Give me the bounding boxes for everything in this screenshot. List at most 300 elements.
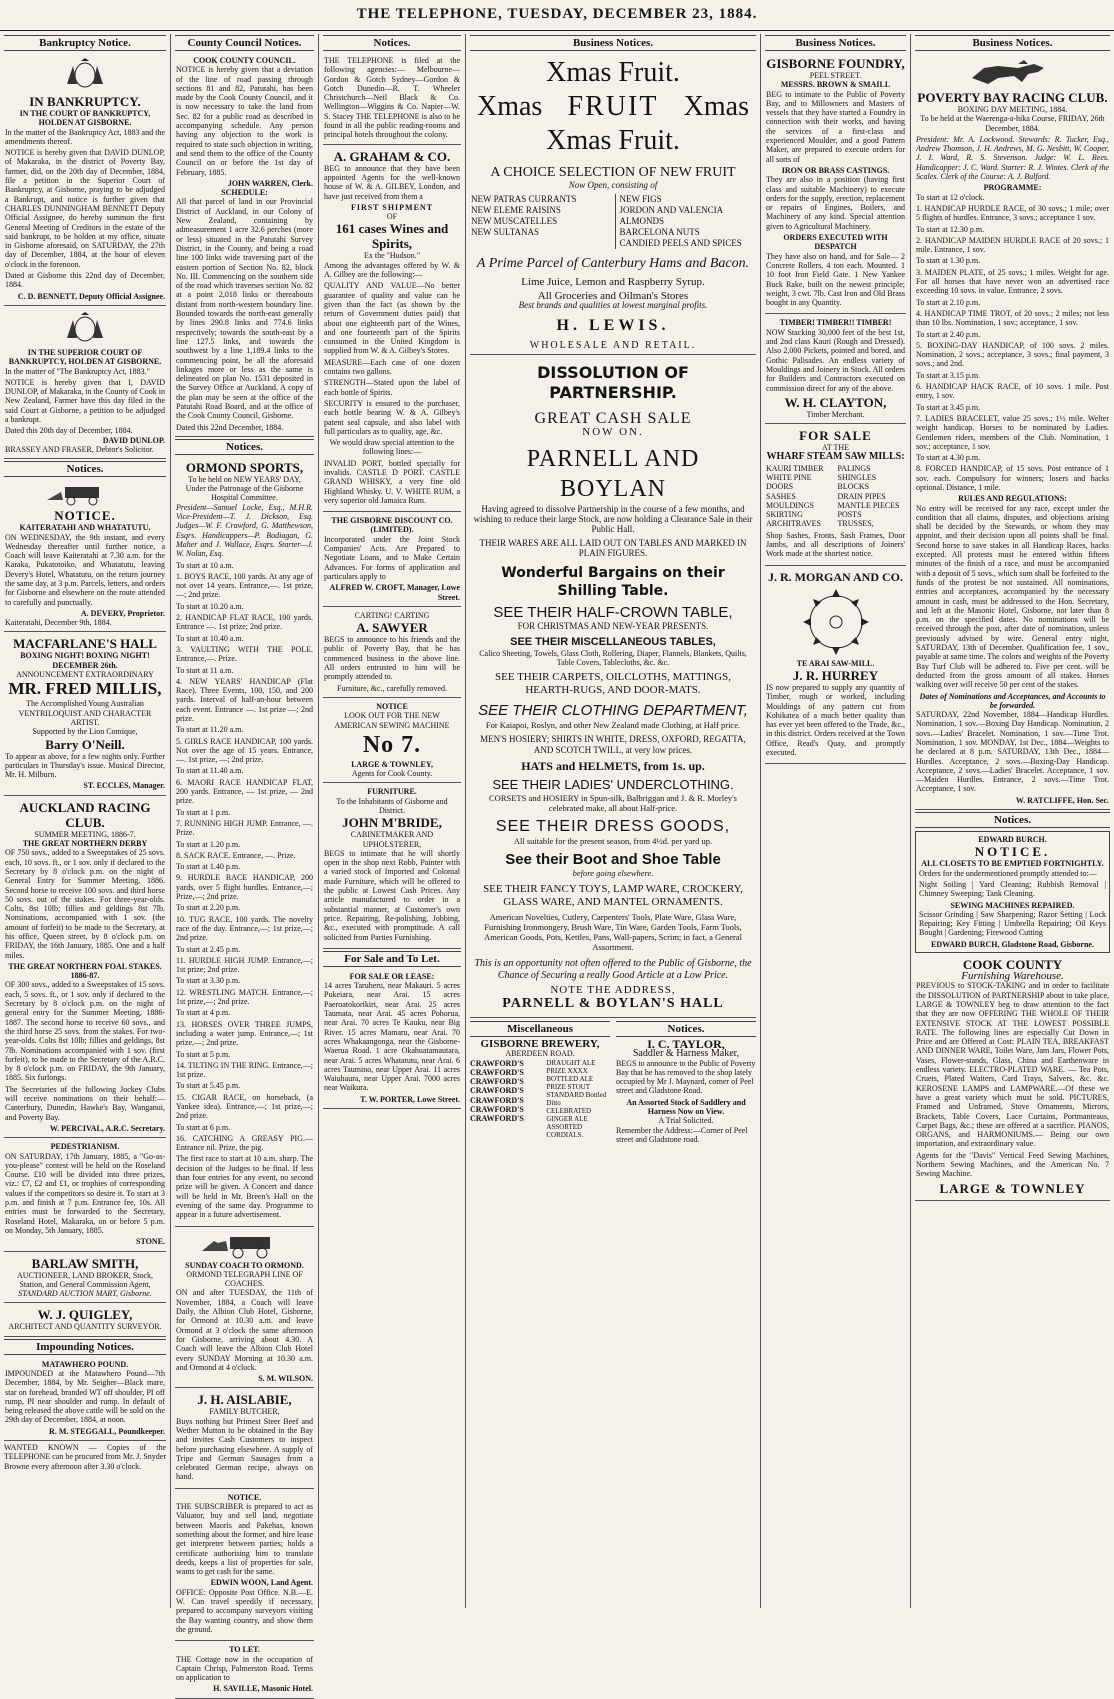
cart-head: CARTING! CARTING: [354, 610, 430, 620]
list-item: 12. WRESTLING MATCH. Entrance,—; 1st prize,—; 2nd prize.: [176, 987, 313, 1007]
poverty-bay-racing-ad: [915, 54, 1110, 810]
aislabie-ad: [175, 1390, 314, 1488]
list-item: 3. MAIDEN PLATE, of 25 sovs.; 1 miles. Weight for age. For all horses that have never won an advertised race exceeding 10 sovs. in value. Entrance, 2 sovs.: [916, 267, 1109, 296]
porter-sale-ad: [323, 970, 461, 1109]
ja-body: Buys nothing but Primest Steer Beef and Wether Mutton to be obtained in the Bay and invites Cash Customers to inspect before purchasing elsewhere. A supply of Tripe and German Sausages from a celebrated German recipe, always on hand.: [176, 1416, 313, 1482]
notices-heading-6: Notices.: [915, 812, 1110, 828]
list-item: To start at 3.15 p.m.: [916, 370, 981, 380]
list-item: 1. BOYS RACE, 100 yards. At any age of not over 14 years. Entrance,—. 1st prize, —; 2nd prize.: [176, 571, 313, 600]
pbrc-officials: President: Mr. A. Lockwood. Stewards: R. Tucker, Esq., Andrew Thomson, J. H. Andrews, M. G. Nesbitt, W. Cooper, J. I. Ward, R. S. Stevenson. Judge: W. L. Rees. Handicapper: J. C. Ward. Starter: R. J. Wintes. Clerk of the Scales. Clerk of the Course: A. J. Bulford.: [916, 134, 1109, 182]
list-item: 8. FORCED HANDICAP, of 15 sovs. Post entrance of 1 sov. each. Compulsory for winners; losers and hacks optional. Distance, 1 mile.: [916, 464, 1109, 492]
list-item: NEW SULTANAS: [471, 227, 540, 238]
list-item: 4. HANDICAP TIME TROT, of 20 sovs.; 2 miles; not less than 10 lbs. Nomination, 1 sov.; acceptance, 1 sov.: [916, 308, 1109, 328]
bankruptcy-notice-2: [4, 308, 166, 459]
list-item: 10. TUG RACE, 100 yards. The novelty race of the day. Entrance,—; 1st prize,—; 2nd prize.: [176, 914, 313, 943]
pbrc-sub: BOXING DAY MEETING, 1884.: [957, 105, 1068, 114]
dress-sub: All suitable for the present season, from 4½d. per yard up.: [513, 836, 713, 847]
bankruptcy-signature: C. D. BENNETT, Deputy Official Assignee.: [17, 291, 165, 301]
coach-place: Kaiteratahi, December 9th, 1884.: [5, 618, 112, 628]
ag-security: SECURITY is ensured to the purchaser, each bottle bearing W. & A. Gilbey's patent seal capsule, and also label with full particulars as to quality, age, &c.: [324, 398, 460, 436]
pbrc-rules-body: No entry will be received for any race, except under the condition that all claims, disputes, and objections arising shall be decided by the Stewards, or whom they may appoint, and their decision upon all points shall be final. Second horse to save stakes in all Handicap Races, hacks excepted. All protests must be entered within fifteen minutes of the finish of a race, and must be accompanied with a deposit of 5 sovs., which sum shall be forfeited to the funds of the protest be not sustained. All nominations, entries and acceptances, accompanied by the necessary amount in cash, must be addressed to the Hon. Secretary, and left at the Masonic Hotel, Gisborne, not later than 8 p.m. on the specified dates. No nominations will be received through the post, after date of nomination, unless previously advised by wire. General entry night, SATURDAY, 13th of December. Qualification fee, 1 sov., payable at same time. The colors and weights of the Poverty Bay Turf Club will be adhered to. Five per cent. will be deducted from the gross amount of all stakes. Horses walking over will receive 50 per cent of the stakes.: [916, 503, 1109, 690]
cart-furniture: Furniture, &c., carefully removed.: [337, 683, 447, 693]
list-item: 13. HORSES OVER THREE JUMPS, including a water jump. Entrance,—; 1st prize,—; 2nd prize.: [176, 1019, 313, 1048]
jm-body: BEGS to intimate that he will shortly open in the shop next Robb, Painter with a varied stock of Imported and Colonial made Furniture, which will be offered to the public at Lowest Cash Prices. Any article manufactured to order in a substantial manner, at Customer's own price. Repairing, Re-polishing, Jobbing, &c., executed with promptitude. A call solicited from Parties Furnishing.: [324, 848, 460, 942]
hats-helmets: HATS and HELMETS, from 1s. up.: [521, 759, 705, 774]
burch-sewing: SEWING MACHINES REPAIRED.: [950, 900, 1075, 910]
taylor-trial: A Trial Solicited.: [658, 1116, 714, 1126]
fur-sub: To the Inhabitants of Gisborne and District.: [336, 796, 448, 815]
clayton-sub: Timber Merchant.: [806, 409, 865, 419]
sewing-machine-ad: [323, 700, 461, 783]
column-divider: [910, 34, 911, 1608]
list-item: CRAWFORD'S: [470, 1095, 524, 1105]
list-item: STANDARD Bottled Ditto: [546, 1090, 607, 1107]
sale-signature: T. W. PORTER, Lowe Street.: [360, 1094, 460, 1104]
sc-signature: S. M. WILSON.: [258, 1374, 313, 1384]
list-item: 3. VAULTING WITH THE POLE. Entrance,—. Prize.: [176, 644, 313, 664]
hurrey-name: J. R. HURREY: [792, 667, 879, 683]
list-item: DRAIN PIPES: [837, 491, 886, 501]
bankruptcy-dated: Dated at Gisborne this 22nd day of December, 1884.: [5, 271, 165, 290]
cc-schedule-label: SCHEDULE:: [221, 188, 268, 198]
mac-title: MACFARLANE'S HALL: [13, 636, 157, 652]
american-novelties: American Novelties, Cutlery, Carpenters' Tools, Plate Ware, Glass Ware, Furnishing Ironmongery, Brush Ware, Tin Ware, Garden Tools, Farm Tools, American Goods, Pots, Kettles, Pans, Wall-papers, Scrim; in fact, a General Assortment.: [484, 911, 742, 952]
to-let-ad: [175, 1643, 314, 1698]
ccf-signature: LARGE & TOWNLEY: [939, 1180, 1086, 1196]
xmas-fruit-1: Xmas Fruit.: [546, 57, 680, 88]
list-item: TRUSSES,: [837, 519, 874, 529]
notices-heading-4: Notices.: [616, 1021, 756, 1037]
ccf-agents: Agents for the "Davis" Vertical Feed Sewing Machines, Northern Sewing Machines, and the American No. 7 Sewing Machine.: [916, 1150, 1109, 1179]
list-item: KAURI TIMBER: [766, 463, 824, 473]
te-arai-title: TE ARAI SAW-MILL.: [796, 658, 875, 668]
clayton-name: W. H. CLAYTON,: [784, 394, 887, 410]
masthead-rule: [0, 30, 1114, 31]
bankruptcy-signature-2: DAVID DUNLOP.: [102, 435, 165, 445]
list-item: To start at 1 p.m.: [176, 807, 231, 817]
bankruptcy-matter: In the matter of the Bankruptcy Act, 1883 and the amendments thereof.: [5, 127, 165, 146]
hurrey-body: IS now prepared to supply any quantity of Timber, rough or worked, including Mouldings of any pattern cut from Kohikatea of a much better quality than has ever yet been offered to the Trade, &c., in this district. Orders received at the Town Office, Read's Quay, and promptly executed.: [766, 682, 905, 758]
taylor-body: BEGS to announce to the Public of Poverty Bay that he has removed to the shop lately occupied by Mr J. Maynard, corner of Peel street and Gladstone Road.: [616, 1058, 756, 1096]
mac-announcement: ANNOUNCEMENT EXTRAORDINARY: [16, 670, 154, 680]
bankruptcy-court: IN THE COURT OF BANKRUPTCY, HOLDEN AT GISBORNE.: [19, 109, 151, 128]
os-officials: President—Samuel Locke, Esq., M.H.R. Vice-President—T. J. Dickson, Esq. Judges—W. F. Crawford, G. Matthewson, Esqrs. Handicappers—P. Bodiagan, G. Maher and J. Wallace, Esqrs. Starter—J. W. Nolan, Esq.: [176, 502, 313, 559]
column-divider: [318, 34, 319, 1608]
clothing-sub: For Kaiapoi, Roslyn, and other New Zealand made Clothing, at Half price.: [485, 720, 741, 731]
column-1: [4, 34, 166, 1610]
great-cash-sale: GREAT CASH SALE: [534, 410, 692, 428]
pbrc-dates-title: Dates of Nominations and Acceptances, and Accounts to be forwarded.: [919, 691, 1106, 710]
jm-name: JOHN M'BRIDE,: [342, 815, 442, 831]
parnell-boylan-ad: [470, 357, 756, 1017]
ag-cases: 161 cases Wines and Spirits,: [335, 221, 449, 252]
brewery-road: ABERDEEN ROAD.: [505, 1049, 575, 1059]
list-item: CRAWFORD'S: [470, 1086, 524, 1096]
list-item: SKIRTING: [766, 510, 803, 520]
ped-body: ON SATURDAY, 17th January, 1885, a "Go-as-you-please" contest will be held on the Roseland Course. £10 will be divided into three prizes, viz.: £7, £2 and £1, or trophies of corresponding values if the competitors so desire it. To start at 3 p.m. and finish at 7 p.m. Entrance fee, 10s. All entries must be forwarded to the Secretary, Roseland Hotel, Makaraka, on or before 5 p.m. on Monday, 5th January, 1885.: [5, 1151, 165, 1235]
bankruptcy-heading: Bankruptcy Notice.: [4, 35, 166, 51]
let-title: TO LET.: [229, 1645, 260, 1655]
boot-shoe-table: See their Boot and Shoe Table: [505, 851, 721, 869]
cart-name: A. SAWYER: [356, 620, 428, 636]
column-6: [915, 34, 1110, 1610]
pbrc-dates-body: SATURDAY, 22nd November, 1884—Handicap Hurdles. Nomination, 1 sov.—Boxing Day Handicap. Nomination, 2 sovs.—Ladies' Bracelet. Nomination, 1 sov.—Time Trot. Nomination, 1 sov. MONDAY, 1st Dec., 1884—Weights to be declared at 8 p.m. SATURDAY, 13th Dec., 1884—Hurdles. Acceptance, 2 sovs.—Boxing-Day Handicap. Acceptance, 2 sovs.—Ladies' Bracelet. Acceptance, 1 sov.—Maiden Hurdles. Entrance, 2 sovs.—Time Trot. Acceptance, 1 sov.: [916, 710, 1109, 794]
taylor-sub: Saddler & Harness Maker,: [632, 1048, 740, 1060]
gd-body: Incorporated under the Joint Stock Companies' Acts. Are Prepared to Negotiate Loans, and to Make Certain Advances. For forms of application and particulars apply to: [324, 534, 460, 581]
brewery-list: [470, 1059, 610, 1139]
ag-draw: We would draw special attention to the following lines:—: [329, 438, 455, 457]
bs-desc: AUCTIONEER, LAND BROKER, Stock, Station, and General Commission Agent,: [17, 1270, 153, 1289]
list-item: 2. HANDICAP FLAT RACE, 100 yards. Entrance —. 1st prize; 2nd prize.: [176, 613, 313, 632]
ag-ex: Ex the "Hudson.": [363, 251, 421, 261]
list-item: JORDON AND VALENCIA ALMONDS: [619, 205, 723, 227]
pbrc-title: POVERTY BAY RACING CLUB.: [917, 90, 1108, 105]
mac-star: MR. FRED MILLIS,: [8, 679, 162, 699]
list-item: 16. CATCHING A GREASY PIG.—Entrance nil. Prize, the pig.: [176, 1133, 313, 1153]
gisborne-brewery: GISBORNE BREWERY,: [480, 1037, 600, 1050]
taylor-assort: An Assorted Stock of Saddlery and Harness Now on View.: [626, 1097, 746, 1117]
taylor-section: [616, 1020, 756, 1144]
burch-list: Night Soiling | Yard Cleaning; Rubbish Removal | Chimney Sweeping; Tank Cleaning.: [919, 879, 1106, 899]
gd-signature: ALFRED W. CROFT, Manager, Lowe Street.: [329, 583, 460, 602]
list-item: PALINGS: [837, 463, 871, 473]
coach-route: KAITERATAHI AND WHATATUTU.: [19, 523, 151, 533]
xmas-fruit-3: Xmas Fruit.: [546, 125, 680, 156]
county-council-notice: [175, 54, 314, 437]
list-item: DOORS: [766, 482, 794, 492]
corsets: CORSETS and HOSIERY in Spun-silk, Balbriggan and J. & R. Morley's celebrated make, all about Half-price.: [489, 793, 737, 814]
gf-body2: They are also in a position (having first class and suitable Machinery) to execute orders for the supply, erection, replacement or repairs of Engines, Boilers, and Machinery of any kind. Special attention given to Agricultural Machinery.: [766, 175, 905, 231]
arc-note: The Secretaries of the following Jockey Clubs will receive nominations on their behalf:— Canterbury, Dunedin, Hawke's Bay, Wanganui, and Poverty Bay.: [5, 1084, 165, 1122]
at-the: AT THE: [821, 443, 850, 453]
os-events-list: [176, 561, 313, 1153]
sale-heading: For Sale and To Let.: [323, 951, 461, 967]
xmas-right: Xmas: [683, 91, 749, 122]
wharf-list: [766, 464, 905, 529]
masthead-title: THE TELEPHONE, TUESDAY, DECEMBER 23, 1884.: [356, 6, 758, 22]
nt2-number: No 7.: [362, 731, 422, 758]
quigley-ad: [4, 1305, 166, 1336]
wares: THEIR WARES ARE ALL LAID OUT ON TABLES AND MARKED IN PLAIN FIGURES.: [479, 537, 747, 558]
prime-parcel: A Prime Parcel of Canterbury Hams and Bacon.: [476, 256, 750, 272]
bankruptcy-body: NOTICE is hereby given that DAVID DUNLOP, of Makaraka, in the district of Poverty Bay, farmer, did, on the 20th day of December, 1884, file a petition in the Superior Court of Bankruptcy, at Gisborne, praying to be adjudged a Bankrupt, and notice is further given that CHARLES DUNNINGHAM BENNETT Deputy Official Assignee, do hereby summon the first General Meeting of Creditors in the estate of the said bankrupt, to be holden at my office, situate in Gisborne aforesaid, on SATURDAY, the 27th day of December, 1884, at the hour of eleven o'clock in the forenoon.: [5, 148, 165, 269]
miscellaneous-heading: Miscellaneous: [470, 1021, 610, 1037]
mbride-ad: [323, 785, 461, 948]
mac-signature: ST. ECCLES, Manager.: [83, 781, 165, 791]
column-4: [470, 34, 756, 1610]
taylor-name: I. C. TAYLOR,: [647, 1036, 725, 1051]
list-item: To start at 2.40 p.m.: [916, 329, 981, 339]
list-item: ARCHITRAVES: [766, 519, 821, 529]
bs-addr: STANDARD AUCTION MART, Gisborne.: [18, 1289, 152, 1299]
half-crown-table: SEE THEIR HALF-CROWN TABLE,: [493, 603, 733, 621]
list-item: CRAWFORD'S: [470, 1067, 524, 1077]
list-item: CRAWFORD'S: [470, 1114, 524, 1124]
list-item: BARCELONA NUTS: [619, 227, 700, 238]
list-item: To start at 6 p.m.: [176, 1122, 231, 1132]
mac-support: Supported by the Lion Comique,: [32, 727, 138, 737]
crawfords-list: [470, 1059, 546, 1139]
list-item: 5. GIRLS RACE HANDICAP, 100 yards. Not over the age of 15 years. Entrance, —. 1st prize, —; 2nd prize.: [176, 736, 313, 765]
list-item: To start at 11.40 a.m.: [176, 766, 244, 776]
coach-signature: A. DEVERY, Proprietor.: [80, 608, 165, 618]
now-open: Now Open, consisting of: [568, 180, 658, 190]
brewery-section: [470, 1020, 610, 1144]
bankruptcy-notice-1: [4, 54, 166, 306]
dissolution: DISSOLUTION OF PARTNERSHIP.: [537, 363, 689, 403]
royal-arms-icon: [55, 58, 115, 92]
gf-proprietors: MESSRS. BROWN & SMAILL: [780, 80, 891, 90]
coach-illustration-icon: [45, 484, 125, 506]
bankruptcy-body-2: NOTICE is hereby given that I, DAVID DUNLOP, of Makaraka, in the County of Cook in New Zealand, Farmer have this day filed in the said Court at Gisborne, a petition to be adjudged a bankrupt.: [5, 377, 165, 425]
nt-signature: EDWIN WOON, Land Agent.: [210, 1578, 313, 1588]
pedestrianism-ad: [4, 1140, 166, 1251]
gf-orders: ORDERS EXECUTED WITH DESPATCH: [783, 233, 888, 252]
list-item: To start at 12.30 p.m.: [916, 224, 985, 234]
wharf-list-right: [838, 464, 906, 529]
misc-sub: Calico Sheeting, Towels, Glass Cloth, Rollering, Diaper, Flannels, Blankets, Quilts, Table Covers, Tablecloths, &c. &c.: [479, 649, 747, 668]
wanted-known: WANTED KNOWN — Copies of the TELEPHONE can be procured from Mr. J. Snyder Browne every afternoon after 3.30 o'clock.: [4, 1443, 166, 1471]
nt2-signature: LARGE & TOWNLEY,: [351, 759, 433, 769]
underclothing: SEE THEIR LADIES' UNDERCLOTHING.: [492, 777, 734, 793]
ja-sub: FAMILY BUTCHER,: [209, 1407, 280, 1417]
list-item: 7. RUNNING HIGH JUMP. Entrance, —. Prize.: [176, 818, 313, 838]
burch-closets: ALL CLOSETS TO BE EMPTIED FORTNIGHTLY.: [921, 859, 1104, 869]
ag-strength: STRENGTH—Stated upon the label of each bottle of Spirits.: [324, 378, 460, 397]
nt2-agents: Agents for Cook County.: [351, 769, 433, 779]
pbrc-races-list: [916, 193, 1109, 493]
list-item: To start at 12 o'clock.: [916, 192, 985, 202]
xmas-left: Xmas: [477, 91, 543, 122]
column-3: [323, 34, 461, 1610]
discount-co-ad: [323, 514, 461, 607]
list-item: NEW MUSCATELLES: [471, 216, 558, 227]
list-item: MANTLE PIECES: [837, 500, 900, 510]
cc-schedule-body: All that parcel of land in our Provincial District of Auckland, in our Colony of New Zealand, containing by admeasurement 1 acre 32.6 perches (more or less) situated in the Patutahi Survey District, in the County, and being a road line 100 links wide traversing part of the eastern portion of Section No. 82, block No. III. Commencing on the southern side of the road which traverses section No. 82 at a point 2,018 links or thereabouts distant from north-western boundary line. Bounded towards the north-east generally by lines 290.8 links and 774.6 links respectively; towards the south-east by a line 127.5 links, and towards the southwest by a line 1,189.4 links to the commencing point, be all the aforesaid linkages more or less as the same is delineated on plan No. 1531 deposited in the Survey Office at Auckland. A copy of the plan may be seen at the office of the Patutahi Road Board, and at the office of the Cook County Council, Gisborne.: [176, 197, 313, 421]
gf-street: PEEL STREET.: [809, 71, 862, 80]
lewis-xmas-ad: [470, 54, 756, 355]
wharf-mills-ad: [765, 426, 906, 566]
morgan-title: J. R. MORGAN AND CO.: [768, 569, 903, 584]
bankruptcy-court-2: IN THE SUPERIOR COURT OF BANKRUPTCY, HOLDEN AT GISBORNE.: [8, 347, 162, 367]
nt-title: NOTICE.: [227, 1492, 262, 1502]
bs-title: BARLAW SMITH,: [31, 1255, 139, 1271]
morgan-ad: [765, 568, 906, 765]
coach-illustration-icon: [200, 1233, 290, 1259]
list-item: 1. HANDICAP HURDLE RACE, of 30 sovs.; 1 mile; over 5 flights of hurdles. Entrance, 3 sovs.; acceptance 1 sov.: [916, 203, 1109, 223]
wharf-title: WHARF STEAM SAW MILLS:: [766, 451, 905, 463]
ag-title: A. GRAHAM & CO.: [333, 148, 451, 164]
notices-heading: Notices.: [4, 461, 166, 477]
lime-juice: Lime Juice, Lemon and Raspberry Syrup.: [521, 276, 705, 289]
list-item: SHINGLES: [837, 472, 877, 482]
list-item: 6. MAORI RACE HANDICAP FLAT, 200 yards. Entrance, — 1st prize, — 2nd prize.: [176, 777, 313, 806]
county-council-heading: County Council Notices.: [175, 35, 314, 51]
ag-quality: QUALITY AND VALUE—No better guarantee of quality and value can be given than the fact (as shown by the return of Government duties paid) that about one eighteenth part of the Wines, and one fourteenth part of the Spirits consumed in the United Kingdom is supplied from W. & A. Gilbey's Stores.: [324, 281, 460, 356]
wonderful-bargains: Wonderful Bargains on their Shilling Table.: [501, 564, 725, 599]
macfarlanes-hall-ad: [4, 634, 166, 795]
ag-lines: INVALID PORT, bottled specially for invalids. CASTLE D PORT. CASTLE GRAND WHISKY, a very fine old Highland Whisky. U. V. WHITE RUM, a very superior old Jamaica Rum.: [324, 458, 460, 505]
xmas-fruit-row: [471, 90, 755, 124]
fruit-center: FRUIT: [567, 91, 659, 122]
cook-county-furnishing-ad: [915, 955, 1110, 1201]
sc-title: SUNDAY COACH TO ORMOND.: [185, 1260, 304, 1270]
cart-body: BEGS to announce to his friends and the public of Poverty Bay, that he has commenced business in the above line. All orders entrusted to him will be promptly attended to.: [324, 635, 460, 682]
coach-title: NOTICE.: [54, 508, 116, 524]
ja-title: J. H. AISLABIE,: [197, 1392, 292, 1408]
pbrc-intro: To be held at the Waerenga-a-hika Course, FRIDAY, 26th December, 1884.: [920, 114, 1105, 133]
list-item: 9. HURDLE RACE HANDICAP, 200 yards, over 5 flight hurdles. Entrance,—; Prize,—; 2nd prize.: [176, 873, 313, 902]
business-notices-heading-5: Business Notices.: [765, 35, 906, 51]
list-item: To start at 10.20 a.m.: [176, 601, 244, 611]
column-5: [765, 34, 906, 1610]
list-item: To start at 10 a.m.: [176, 560, 234, 570]
woon-notice: [175, 1491, 314, 1641]
choice-selection: A CHOICE SELECTION OF NEW FRUIT: [490, 165, 736, 180]
barlaw-smith-ad: [4, 1254, 166, 1304]
masthead: [0, 0, 1114, 30]
burch-name: EDWARD BURCH.: [978, 835, 1047, 845]
telephone-agencies: THE TELEPHONE is filed at the following agencies:— Melbourne—Gordon & Gotch Sydney—Gordon & Gotch Dunedin—R. T. Wheeler Christchurch—Neil Black & Co. Wellington—Wiggins & Co. Napier—W. S. Stacey THE TELEPHONE is also to be found in all the public reading-rooms and principal hotels throughout the colony.: [323, 54, 461, 145]
boot-sub: before going elsewhere.: [572, 868, 654, 879]
list-item: CRAWFORD'S: [470, 1077, 524, 1087]
os-sub: To be held on NEW YEARS' DAY,: [188, 474, 301, 484]
let-signature: H. SAVILLE, Masonic Hotel.: [213, 1684, 313, 1694]
list-item: CANDIED PEELS AND SPICES: [619, 238, 742, 249]
wq-title: W. J. QUIGLEY,: [37, 1307, 133, 1323]
list-item: To start at 2.20 p.m.: [176, 903, 241, 913]
list-item: PRIZE XXXX BOTTLED ALE: [546, 1066, 594, 1083]
ag-body: BEG to announce that they have been appointed Agents for the well-known house of W. & A. GILBEY, London, and have just received from them a: [324, 163, 460, 201]
arc-event-2: THE GREAT NORTHERN FOAL STAKES. 1886-87.: [8, 961, 162, 981]
wharf-list-left: [766, 464, 834, 529]
for-sale: FOR SALE: [799, 428, 872, 444]
list-item: To start at 1.20 p.m.: [176, 839, 241, 849]
arc-event-1: THE GREAT NORTHERN DERBY: [22, 839, 148, 849]
hosiery: MEN'S HOSIERY; SHIRTS IN WHITE, DRESS, OXFORD, REGATTA, AND SCOTCH TWILL, at very low prices.: [480, 734, 746, 756]
parnell-boylan-title: PARNELL AND BOYLAN: [526, 445, 700, 502]
ped-title: PEDESTRIANISM.: [50, 1142, 120, 1152]
imp-place: MATAWHERO POUND.: [41, 1359, 129, 1369]
list-item: 8. SACK RACE. Entrance, —. Prize.: [176, 850, 296, 860]
gf-title: GISBORNE FOUNDRY,: [766, 56, 905, 71]
list-item: PRIZE STOUT: [546, 1082, 590, 1091]
mac-sub: BOXING NIGHT! BOXING NIGHT! DECEMBER 26th.: [20, 651, 150, 670]
sale-list: 14 acres Taruheru, near Makauri. 5 acres Pukeiara, near Arai. 15 acres Paeroatokorikiri, near Arai. 25 acres Taumata, near Arai. 45 acres Pohorua, near Arai. 70 acres Te Kauku, near Big River. 15 acres Mamaru, near Arai. 70 acres Whakaangonga, near the Gisborne-Waerua Road. 1 acre Okahuatamautara, near Arai. 5 acres Whatatutu, near Arai. 6 acres Taumino, near Upper Arai. 11 acres Waiuhaura, near Upper Arai. 7000 acres near Waikura.: [324, 981, 460, 1093]
nt2-body: LOOK OUT FOR THE NEW AMERICAN SEWING MACHINE: [334, 711, 450, 730]
list-item: 4. NEW YEARS' HANDICAP (Flat Race). Three Events, 100, 150, and 200 yards. Interval of half-an-hour between each event. Entrance —. 1st prize —; 2nd prize.: [176, 676, 313, 723]
column-2: [175, 34, 314, 1694]
cc-body: NOTICE is hereby given that a deviation of the line of road passing through sections 81 and 82, Patutahi, has been made by the Cook County Council, and it is now necessary to take the land from Sec. 82 for a public road as described in accompanying schedule. Any person having any objection to the work is required to state such objection in writing, and send them to the office of the County Council on or before the 1st day of February, 1885.: [176, 65, 313, 177]
bottom-ads-row: [470, 1020, 756, 1144]
list-item: 5. BOXING-DAY HANDICAP, of 100 sovs. 2 miles. Nomination, 2 sovs.; acceptance, 3 sovs.; final payment, 3 sovs.; and 2nd.: [916, 340, 1109, 369]
gf-iron: IRON OR BRASS CASTINGS.: [781, 165, 890, 175]
ormond-sports-ad: [175, 458, 314, 1227]
ccf-sub: Furnishing Warehouse.: [961, 970, 1064, 983]
os-note: The first race to start at 10 a.m. sharp. The decision of the Judges to be final. If less than four entries for any event, no second prize will be given. A Concert and dance will be held in Mr. Breen's Hall on the evening of the same day. Programme to appear in a future advertisement.: [176, 1154, 313, 1220]
sunday-coach-ad: [175, 1229, 314, 1389]
column-divider: [760, 34, 761, 1608]
notices-heading-3: Notices.: [323, 35, 461, 51]
arc-sub: SUMMER MEETING, 1886-7.: [34, 829, 136, 839]
arc-signature: W. PERCIVAL, A.R.C. Secretary.: [49, 1123, 165, 1133]
coach-notice: [4, 480, 166, 632]
ag-measure: MEASURE—Each case of one dozen contains two gallons.: [324, 357, 460, 377]
mac-barry: Barry O'Neill.: [45, 736, 125, 752]
jm-trade: CABINETMAKER AND UPHOLSTERER,: [350, 830, 434, 849]
list-item: To start at 11.20 a.m.: [176, 725, 244, 735]
bankruptcy-matter-2: In the matter of "The Bankruptcy Act, 1883.": [5, 366, 150, 376]
list-item: CRAWFORD'S: [470, 1058, 524, 1068]
list-item: 15. CIGAR RACE, on horseback, (a Yankee idea). Entrance,—; 1st prize,—; 2nd prize.: [176, 1092, 313, 1121]
ccf-title: COOK COUNTY: [962, 957, 1063, 973]
ped-signature: STONE.: [136, 1237, 165, 1247]
burch-ad: [915, 831, 1110, 953]
list-item: BLOCKS: [837, 482, 870, 492]
list-item: SASHES: [766, 491, 796, 501]
pbrc-rules-title: RULES AND REGULATIONS:: [958, 494, 1067, 504]
list-item: To start at 2.10 p.m.: [916, 297, 981, 307]
nt2-title: NOTICE: [376, 701, 408, 711]
mac-desc: The Accomplished Young Australian VENTRILOQUIST AND CHARACTER ARTIST.: [18, 699, 152, 727]
burch-body: Orders for the undermentioned promptly attended to:—: [919, 868, 1097, 878]
business-notices-heading: Business Notices.: [470, 35, 756, 51]
notices-heading-2: Notices.: [175, 439, 314, 455]
list-item: NEW FIGS: [619, 194, 662, 205]
list-item: WHITE PINE: [766, 472, 812, 482]
list-item: To start at 5.45 p.m.: [176, 1081, 241, 1091]
list-item: 2. HANDICAP MAIDEN HURDLE RACE of 20 sovs.; 1 mile. Entrance, 1 sov.: [916, 235, 1109, 255]
gd-title: THE GISBORNE DISCOUNT CO. (LIMITED).: [331, 516, 453, 535]
fruit-list-left: [471, 194, 607, 249]
list-item: To start at 10.40 a.m.: [176, 633, 244, 643]
os-patron: Under the Patronage of the Gisborne Hospital Committee.: [185, 484, 304, 503]
nt-body: THE SUBSCRIBER is prepared to act as Valuator, buy and sell land, negotiate between Maoris and Pakehas, known something about the former, and hire lease get interpreter between parties; holds a certificate authorising him to translate deeds, keeps a list of properties for sale, wants to get cash for the same.: [176, 1502, 313, 1577]
ag-body2: Among the advantages offered by W. & A. Gilbey are the following:—: [324, 260, 460, 280]
graham-ad: [323, 147, 461, 513]
column-divider: [465, 34, 466, 1608]
foundry-ad: [765, 54, 906, 314]
auckland-racing-ad: [4, 798, 166, 1139]
miscellaneous-tables: SEE THEIR MISCELLANEOUS TABLES,: [510, 636, 716, 649]
racehorse-icon: [958, 58, 1068, 88]
carpets: SEE THEIR CARPETS, OILCLOTHS, MATTINGS, HEARTH-RUGS, AND DOOR-MATS.: [494, 671, 731, 697]
ag-of: OF: [386, 212, 398, 222]
business-notices-heading-6: Business Notices.: [915, 35, 1110, 51]
list-item: To start at 1.40 p.m.: [176, 862, 241, 872]
cc-signature: JOHN WARREN, Clerk.: [227, 178, 313, 188]
pb-body: Having agreed to dissolve Partnership in the course of a few months, and wishing to reduce their large Stock, are now holding a Clearance Sale in their Public Hall.: [473, 503, 753, 534]
opportunity: This is an opportunity not often offered to the Public of Gisborne, the Chance of Securing a really Good Article at a Low Price.: [474, 957, 752, 981]
gf-body: BEG to intimate to the Public of Poverty Bay, and to Millowners and Masters of vessels that they have started a Foundry in connection with their works, and having the services of a first-class and experienced Moulder, and a good Pattern Maker, are prepared to execute orders for all sorts of: [766, 89, 905, 164]
arc-body-2: OF 300 sovs., added to a Sweepstakes of 15 sovs. each, 5 sovs. ft., or 1 sov. only if declared to the Secretary by 8 o'clock p.m. on the night of general entry for the Summer Meeting, 1886-1887. The second horse to receive 60 sovs., and the third horse 25 sovs. from the stakes. For two-year-olds. Colts 8st 10lb; fillies and geldings, 8st 7lb. Nominations accompanied with 1 sov. (first forfeit), to be made to the Secretary of the A.R.C. by 8 o'clock p.m. on FRIDAY, the 9th January, 1885. Six furlongs.: [5, 980, 165, 1083]
pbrc-signature: W. RATCLIFFE, Hon. Sec.: [1015, 795, 1109, 805]
pbrc-programme: PROGRAMME:: [983, 183, 1042, 193]
ag-first: FIRST SHIPMENT: [350, 202, 434, 212]
sc-sub: ORMOND TELEGRAPH LINE OF COACHES.: [186, 1269, 303, 1289]
list-item: POSTS: [837, 510, 862, 520]
royal-arms-icon: [55, 312, 115, 346]
dress-goods: SEE THEIR DRESS GOODS,: [495, 818, 731, 836]
nt-office: OFFICE: Opposite Post Office. N.B.—E. W. Can travel speedily if necessary, prepared to accompany surveyors visiting the Bay wanting country, and show them the ground.: [176, 1587, 313, 1634]
burch-list-2: Scissor Grinding | Saw Sharpening; Razor Setting | Lock Repairing; Key Fitting | Umbrella Repairing; Oil Keys Bought | Gardening; Firewood Cutting: [919, 909, 1106, 938]
cc-dated: Dated this 22nd December, 1884.: [176, 422, 284, 432]
list-item: To start at 2.45 p.m.: [176, 944, 241, 954]
list-item: To start at 3.30 p.m.: [176, 976, 241, 986]
bankruptcy-dated-2: Dated this 20th day of December, 1884.: [5, 426, 133, 436]
list-item: DRAUGHT ALE: [546, 1058, 596, 1067]
list-item: To start at 3.45 p.m.: [916, 402, 981, 412]
